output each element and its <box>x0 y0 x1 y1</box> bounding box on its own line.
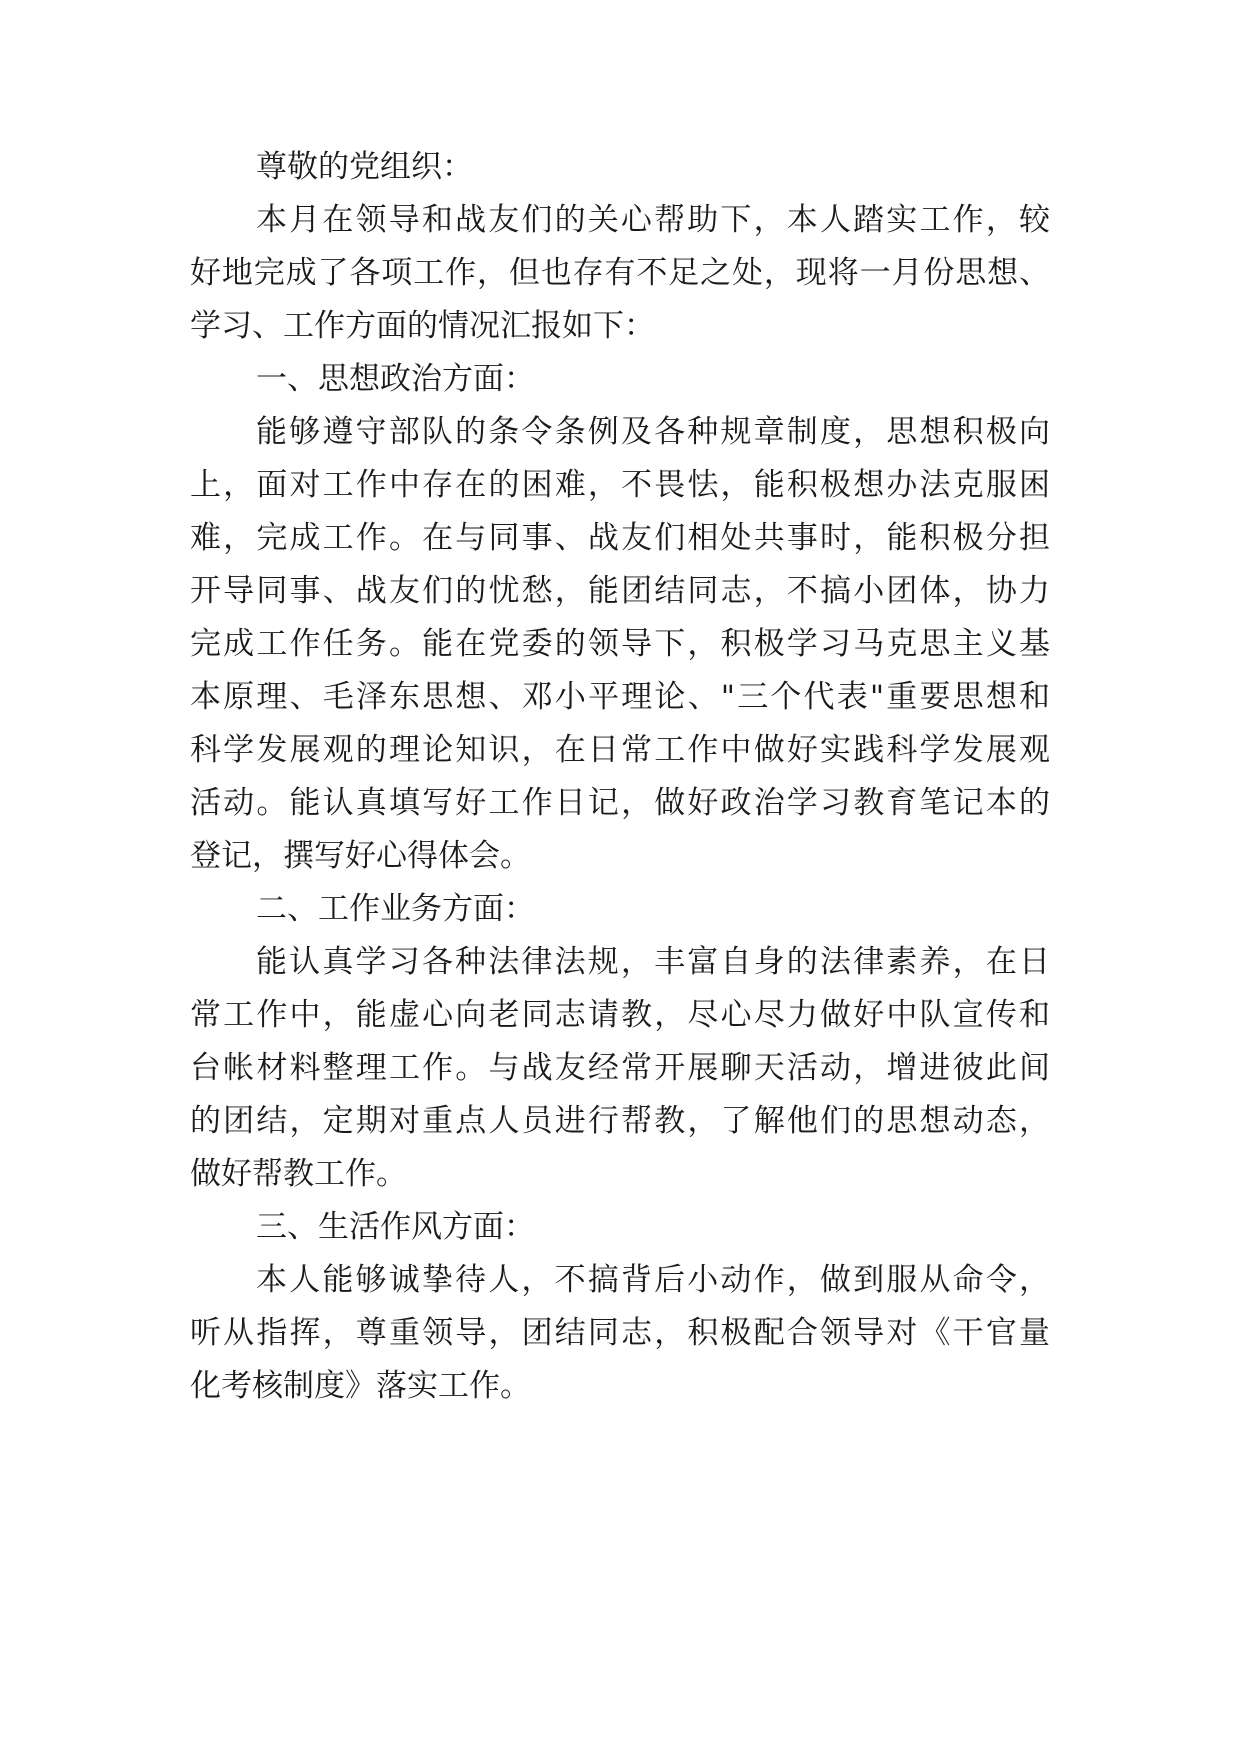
section3-line: 听从指挥，尊重领导，团结同志，积极配合领导对《干官量 <box>190 1315 1050 1351</box>
section1-line: 能够遵守部队的条令条例及各种规章制度，思想积极向 <box>256 414 1050 450</box>
section1-line: 登记，撰写好心得体会。 <box>190 838 531 874</box>
section1-line: 本原理、毛泽东思想、邓小平理论、"三个代表"重要思想和 <box>190 679 1050 715</box>
salutation: 尊敬的党组织： <box>256 149 473 185</box>
section2-line: 常工作中，能虚心向老同志请教，尽心尽力做好中队宣传和 <box>190 997 1050 1033</box>
intro-line: 好地完成了各项工作，但也存有不足之处，现将一月份思想、 <box>190 255 1050 291</box>
section-heading-2: 二、工作业务方面： <box>256 891 535 927</box>
section-heading-1: 一、思想政治方面： <box>256 361 535 397</box>
section1-line: 活动。能认真填写好工作日记，做好政治学习教育笔记本的 <box>190 785 1050 821</box>
section1-line: 开导同事、战友们的忧愁，能团结同志，不搞小团体，协力 <box>190 573 1050 609</box>
section1-line: 难，完成工作。在与同事、战友们相处共事时，能积极分担 <box>190 520 1050 556</box>
intro-line: 学习、工作方面的情况汇报如下： <box>190 308 655 344</box>
intro-line: 本月在领导和战友们的关心帮助下，本人踏实工作，较 <box>256 202 1050 238</box>
section1-line: 完成工作任务。能在党委的领导下，积极学习马克思主义基 <box>190 626 1050 662</box>
section2-line: 台帐材料整理工作。与战友经常开展聊天活动，增进彼此间 <box>190 1050 1050 1086</box>
section2-line: 能认真学习各种法律法规，丰富自身的法律素养，在日 <box>256 944 1050 980</box>
section2-line: 的团结，定期对重点人员进行帮教，了解他们的思想动态， <box>190 1103 1050 1139</box>
section1-line: 上，面对工作中存在的困难，不畏怯，能积极想办法克服困 <box>190 467 1050 503</box>
section-heading-3: 三、生活作风方面： <box>256 1209 535 1245</box>
section1-line: 科学发展观的理论知识，在日常工作中做好实践科学发展观 <box>190 732 1050 768</box>
section2-line: 做好帮教工作。 <box>190 1156 407 1192</box>
section3-line: 化考核制度》落实工作。 <box>190 1368 531 1404</box>
section3-line: 本人能够诚挚待人，不搞背后小动作，做到服从命令， <box>256 1262 1050 1298</box>
